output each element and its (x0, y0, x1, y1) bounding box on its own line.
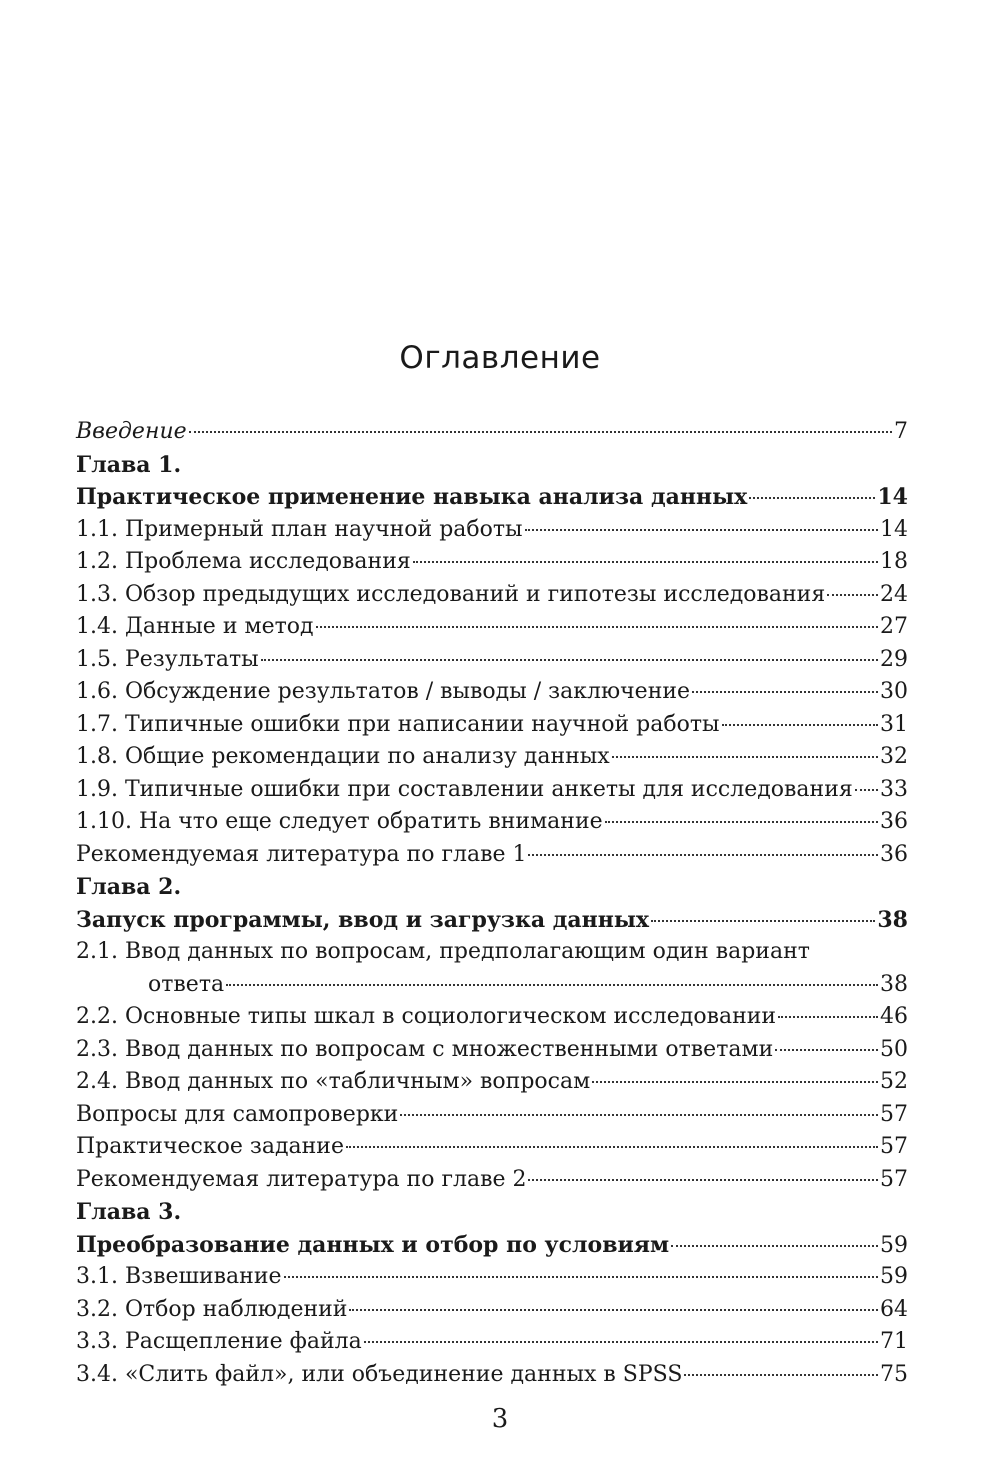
leader-dots (226, 984, 878, 986)
leader-dots (261, 659, 878, 661)
toc-entry-label: ответа (148, 971, 225, 997)
toc-entry[interactable] (76, 546, 908, 579)
toc-page-number: 59 (880, 1232, 908, 1258)
toc-page-number: 7 (894, 419, 908, 444)
toc-entry[interactable] (76, 741, 908, 774)
toc-page-number: 24 (880, 581, 908, 607)
toc-entry[interactable] (76, 676, 908, 709)
leader-dots (400, 1114, 878, 1116)
toc-entry-label: 3.3. Расщепление файла (76, 1329, 362, 1354)
toc-page-number: 75 (880, 1361, 908, 1387)
toc-entry-label: 1.5. Результаты (76, 646, 259, 672)
chapter-number: Глава 1. (76, 451, 182, 478)
toc-entry[interactable] (76, 1261, 908, 1294)
leader-dots (749, 497, 875, 499)
leader-dots (349, 1309, 878, 1311)
toc-entry[interactable] (76, 774, 908, 807)
toc-page-number: 46 (880, 1004, 908, 1029)
toc-entry[interactable] (76, 1001, 908, 1034)
chapter-heading (76, 449, 908, 482)
leader-dots (528, 1179, 878, 1181)
toc-page-number: 57 (880, 1101, 908, 1127)
toc-entry[interactable] (76, 416, 908, 449)
toc-entry-label: Вопросы для самопроверки (76, 1101, 399, 1127)
toc-entry-label: 2.2. Основные типы шкал в социологическом исследовании (76, 1004, 777, 1029)
chapter-heading (76, 1196, 908, 1229)
leader-dots (605, 821, 878, 823)
toc-page-number: 38 (877, 906, 908, 933)
leader-dots (612, 756, 878, 758)
toc-page-number: 71 (880, 1329, 908, 1354)
toc-entry-label: Практическое задание (76, 1134, 344, 1159)
toc-page-number: 33 (880, 776, 908, 802)
leader-dots (778, 1016, 878, 1018)
toc-page-number: 18 (880, 549, 908, 574)
toc-entry[interactable] (76, 1164, 908, 1197)
toc-entry-label: 1.3. Обзор предыдущих исследований и гипотезы исследования (76, 581, 826, 607)
toc-entry[interactable] (76, 579, 908, 612)
leader-dots (722, 724, 878, 726)
toc-page-number: 36 (880, 841, 908, 867)
toc-entry-label: 1.2. Проблема исследования (76, 549, 411, 574)
toc-page-number: 57 (880, 1166, 908, 1192)
page-title: Оглавление (399, 340, 601, 376)
toc-entry[interactable] (76, 839, 908, 872)
toc-entry[interactable] (76, 1359, 908, 1392)
toc-entry-label: 2.3. Ввод данных по вопросам с множественными ответами (76, 1036, 774, 1062)
toc-entry-label: Запуск программы, ввод и загрузка данных (76, 906, 650, 933)
toc-entry-label: 1.8. Общие рекомендации по анализу данных (76, 744, 610, 769)
toc-entry[interactable] (76, 1034, 908, 1067)
leader-dots (316, 626, 878, 628)
chapter-number: Глава 3. (76, 1199, 182, 1225)
chapter-number: Глава 2. (76, 874, 182, 900)
toc-page-number: 50 (880, 1036, 908, 1062)
toc-entry-label: 1.6. Обсуждение результатов / выводы / заключение (76, 679, 691, 704)
toc-page-number: 57 (880, 1134, 908, 1159)
toc-page-number: 64 (880, 1296, 908, 1322)
toc-page-number: 36 (880, 809, 908, 834)
toc-page-number: 14 (877, 484, 908, 510)
toc-entry-label: 1.1. Примерный план научной работы (76, 516, 523, 542)
toc-entry[interactable] (76, 709, 908, 742)
leader-dots (855, 789, 878, 791)
toc-entry-label: Введение (76, 419, 187, 444)
toc-entry-label: 1.10. На что еще следует обратить внимание (76, 809, 603, 834)
toc-page-number: 32 (880, 744, 908, 769)
toc-entry[interactable] (76, 1066, 908, 1099)
leader-dots (684, 1374, 878, 1376)
leader-dots (346, 1146, 878, 1148)
toc-page-number: 27 (880, 614, 908, 639)
leader-dots (364, 1341, 878, 1343)
toc-entry[interactable] (76, 806, 908, 839)
leader-dots (189, 431, 892, 433)
toc-page-number: 31 (880, 711, 908, 737)
toc-entry-label: 3.1. Взвешивание (76, 1264, 282, 1289)
toc-entry[interactable] (76, 644, 908, 677)
toc-chapter-entry[interactable] (76, 481, 908, 514)
toc-entry-label: 3.2. Отбор наблюдений (76, 1296, 348, 1322)
toc-entry-label: 2.1. Ввод данных по вопросам, предполагающим один вариант (76, 939, 810, 964)
leader-dots (671, 1245, 878, 1247)
toc-entry[interactable] (76, 514, 908, 547)
chapter-heading (76, 871, 908, 904)
toc-entry-label: 1.7. Типичные ошибки при написании научной работы (76, 711, 720, 737)
leader-dots (692, 691, 878, 693)
toc-entry[interactable] (76, 1131, 908, 1164)
table-of-contents (76, 416, 908, 1391)
toc-entry[interactable] (76, 1294, 908, 1327)
toc-entry-label: Практическое применение навыка анализа данных (76, 484, 748, 510)
leader-dots (413, 561, 878, 563)
toc-chapter-entry[interactable] (76, 904, 908, 937)
toc-page-number: 52 (880, 1069, 908, 1094)
toc-entry-label: 3.4. «Слить файл», или объединение данных в SPSS (76, 1361, 683, 1387)
toc-entry-label: 1.4. Данные и метод (76, 614, 314, 639)
toc-entry-label: 2.4. Ввод данных по «табличным» вопросам (76, 1069, 591, 1094)
toc-page-number: 29 (880, 646, 908, 672)
toc-entry-first-line[interactable] (76, 936, 908, 969)
toc-entry[interactable] (76, 611, 908, 644)
leader-dots (284, 1276, 878, 1278)
leader-dots (525, 529, 878, 531)
leader-dots (827, 594, 878, 596)
toc-chapter-entry[interactable] (76, 1229, 908, 1262)
toc-entry-label: Рекомендуемая литература по главе 2 (76, 1166, 527, 1192)
toc-entry-label: 1.9. Типичные ошибки при составлении анкеты для исследования (76, 776, 853, 802)
toc-page-number: 59 (880, 1264, 908, 1289)
toc-page-number: 30 (880, 679, 908, 704)
page-number: 3 (491, 1404, 509, 1434)
toc-entry[interactable] (76, 1099, 908, 1132)
toc-entry[interactable] (76, 969, 908, 1002)
toc-entry-label: Преобразование данных и отбор по условиям (76, 1231, 670, 1258)
leader-dots (528, 854, 878, 856)
toc-page-number: 38 (880, 971, 908, 997)
leader-dots (775, 1049, 878, 1051)
toc-entry-label: Рекомендуемая литература по главе 1 (76, 841, 527, 867)
leader-dots (651, 920, 875, 922)
toc-entry[interactable] (76, 1326, 908, 1359)
toc-page-number: 14 (880, 516, 908, 542)
leader-dots (592, 1081, 878, 1083)
